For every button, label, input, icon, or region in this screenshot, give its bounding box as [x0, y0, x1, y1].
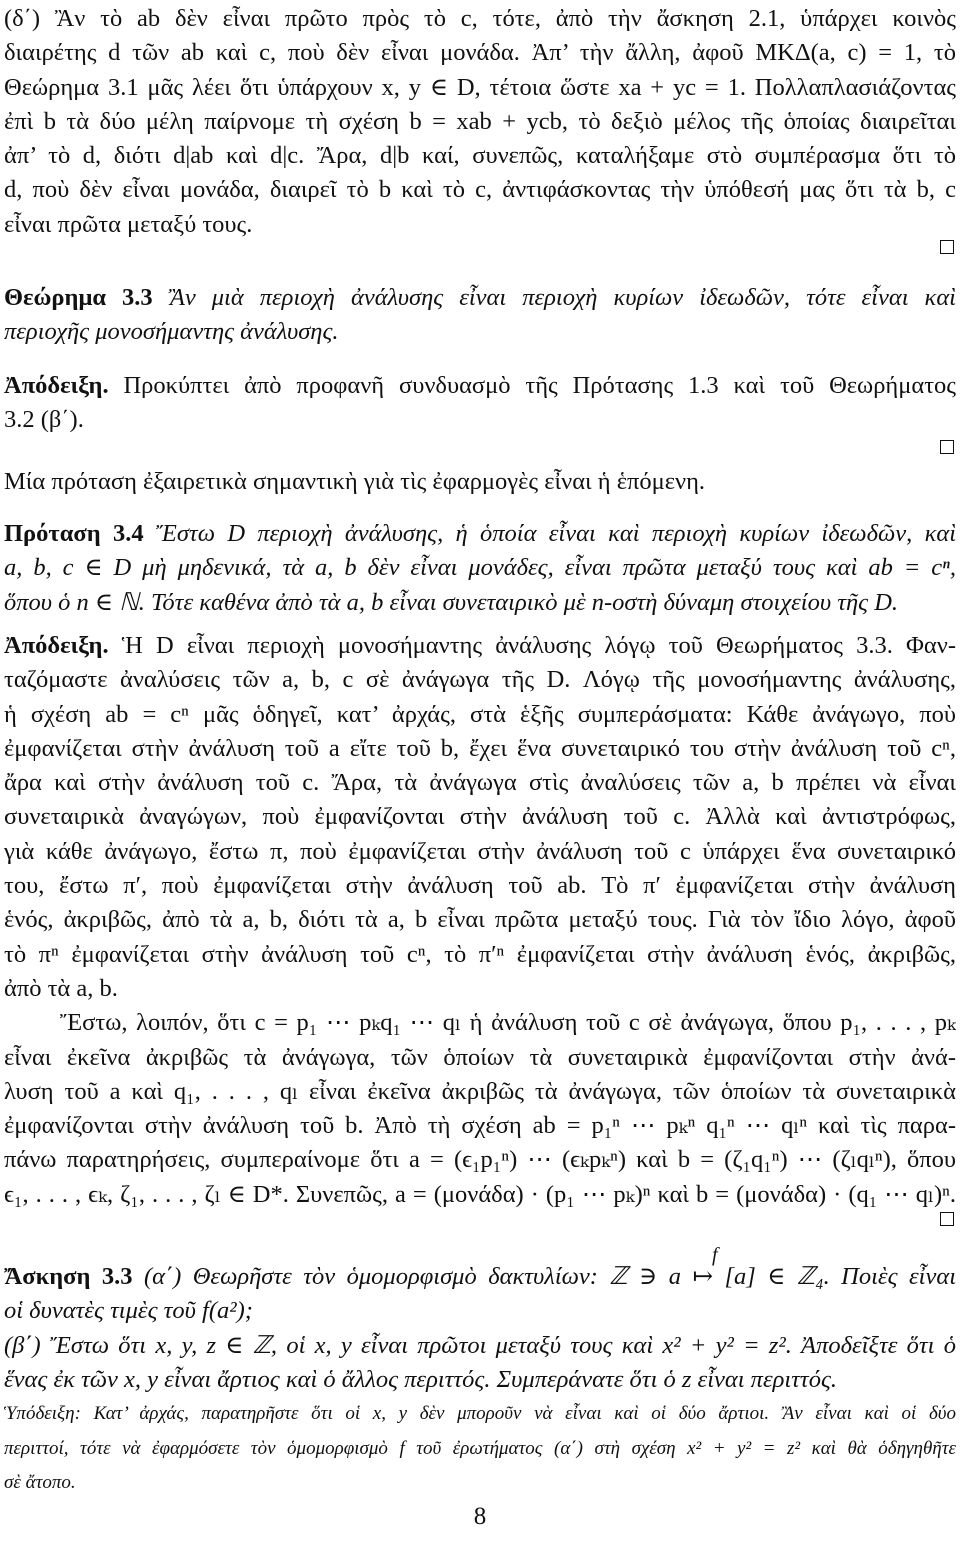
proof-text: ἡ σχέση ab = cⁿ μᾶς ὁδηγεῖ, κατ’ ἀρχάς, στὰ ἑξῆς συμπεράσματα: Κάθε ἀνάγωγο, ποὺ [4, 700, 956, 728]
paragraph-delta [4, 2, 956, 242]
proof-text: πάνω παρατηρήσεις, συμπεραίνομε ὅτι a = (ϵ₁p₁ⁿ) ⋯ (ϵₖpₖⁿ) καὶ b = (ζ₁q₁ⁿ) ⋯ (ζₗqₗⁿ), ὅπου [4, 1146, 956, 1174]
exercise-text: (α΄) Θεωρῆστε τὸν ὁμομορφισμὸ δακτυλίων: ℤ ∋ a ↦ [a] ∈ ℤ₄. Ποιὲς εἶναι [143, 1263, 956, 1290]
proposition-text: Ἔστω D περιοχὴ ἀνάλυσης, ἡ ὁποία εἶναι καὶ περιοχὴ κυρίων ἰδεωδῶν, καὶ [155, 520, 956, 547]
proof-3-4 [4, 629, 956, 1212]
proof-text: ϵ₁, . . . , ϵₖ, ζ₁, . . . , ζₗ ∈ D*. Συνεπῶς, a = (μονάδα) · (p₁ ⋯ pₖ)ⁿ καὶ b = (μονάδα) · (q₁ ⋯ qₗ)ⁿ. [4, 1180, 956, 1208]
intro-sentence [4, 465, 956, 499]
map-label: f [712, 1244, 718, 1266]
proof-text: τὸ πⁿ ἐμφανίζεται στὴν ἀνάλυση τοῦ cⁿ, τὸ π′ⁿ ἐμφανίζεται στὴν ἀνάλυση ἑνός, ἀκριβῶς, [4, 940, 956, 968]
theorem-label: Θεώρημα 3.3 [4, 284, 153, 311]
qed-square-icon [940, 1212, 954, 1226]
hint-text: Ὑπόδειξη: Κατ’ ἀρχάς, παρατηρῆστε ὅτι οἱ x, y δὲν μποροῦν νὰ εἶναι καὶ οἱ δύο ἄρτιοι. Ἂν εἶναι καὶ οἱ δύο [4, 1403, 956, 1424]
proof-text: ἐμφανίζονται στὴν ἀνάλυση τοῦ b. Ἀπὸ τὴ σχέση ab = p₁ⁿ ⋯ pₖⁿ q₁ⁿ ⋯ qₗⁿ καὶ τὶς παρα- [4, 1112, 956, 1140]
exercise-text: οἱ δυνατὲς τιμὲς τοῦ f(a²); [4, 1297, 253, 1325]
text-line: ἐπὶ b τὰ δύο μέλη παίρνομε τὴ σχέση b = xab + ycb, τὸ δεξιὸ μέλος τῆς ὁποίας διαιρεῖται [4, 107, 956, 135]
proposition-label: Πρόταση 3.4 [4, 520, 144, 547]
theorem-text: Ἂν μιὰ περιοχὴ ἀνάλυσης εἶναι περιοχὴ κυρίων ἰδεωδῶν, τότε εἶναι καὶ [168, 284, 956, 311]
text-line: ἀπ’ τὸ d, διότι d|ab καὶ d|c. Ἄρα, d|b καί, συνεπῶς, καταλήξαμε στὸ συμπέρασμα ὅτι τὸ [4, 142, 956, 170]
text-line: d, ποὺ δὲν εἶναι μονάδα, διαιρεῖ τὸ b καὶ τὸ c, ἀντιφάσκοντας τὴν ὑπόθεσή μας ὅτι τὰ b, c [4, 176, 956, 204]
proof-text: συνεταιρικὰ ἀναγώγων, ποὺ ἐμφανίζονται στὴν ἀνάλυση τοῦ c. Ἀλλὰ καὶ ἀντιστρόφως, [4, 803, 956, 831]
proof-text: λυση τοῦ a καὶ q₁, . . . , qₗ εἶναι ἐκεῖνα ἀκριβῶς τὰ ἀνάγωγα, τῶν ὁποίων τὰ συνεταιρικὰ [4, 1077, 956, 1105]
proof-text: ἄρα καὶ στὴν ἀνάλυση τοῦ c. Ἄρα, τὰ ἀνάγωγα στὶς ἀναλύσεις τῶν a, b πρέπει νὰ εἶναι [4, 769, 956, 797]
text-line: Θεώρημα 3.1 μᾶς λέει ὅτι ὑπάρχουν x, y ∈ D, τέτοια ὥστε xa + yc = 1. Πολλαπλασιάζοντας [4, 73, 956, 101]
proof-text: 3.2 (β΄). [4, 406, 84, 434]
qed-square-icon [940, 440, 954, 454]
proof-label: Ἀπόδειξη. [4, 632, 109, 659]
theorem-text: περιοχῆς μονοσήμαντης ἀνάλυσης. [4, 318, 339, 346]
exercise-text: ἕνας ἐκ τῶν x, y εἶναι ἄρτιος καὶ ὁ ἄλλος περιττός. Συμπεράνατε ὅτι ὁ z εἶναι περιττός. [4, 1365, 838, 1393]
proof-3-3 [4, 369, 956, 438]
exercise-text: (β΄) Ἔστω ὅτι x, y, z ∈ ℤ, οἱ x, y εἶναι πρῶτοι μεταξύ τους καὶ x² + y² = z². Ἀποδεῖξτε ὅτι ὁ [4, 1331, 956, 1359]
proof-text: Ἔστω, λοιπόν, ὅτι c = p₁ ⋯ pₖq₁ ⋯ qₗ ἡ ἀνάλυση τοῦ c σὲ ἀνάγωγα, ὅπου p₁, . . . , pₖ [60, 1009, 956, 1037]
proposition-text: ὅπου ὁ n ∈ ℕ. Τότε καθένα ἀπὸ τὰ a, b εἶναι συνεταιρικὸ μὲ n-οστὴ δύναμη στοιχείου τῆς D. [4, 588, 899, 616]
page-number: 8 [473, 1503, 487, 1530]
proposition-3-4 [4, 517, 956, 620]
proof-text: ἀπὸ τὰ a, b. [4, 974, 118, 1002]
qed-square-icon [940, 240, 954, 254]
exercise-3-3 [4, 1260, 956, 1397]
hint [4, 1397, 956, 1501]
proof-text: ἐμφανίζεται στὴν ἀνάλυση τοῦ a εἴτε τοῦ b, ἔχει ἕνα συνεταιρικό του στὴν ἀνάλυση τοῦ cⁿ, [4, 734, 956, 762]
hint-text: σὲ ἄτοπο. [4, 1472, 76, 1493]
proof-text: Προκύπτει ἀπὸ προφανῆ συνδυασμὸ τῆς Πρότασης 1.3 καὶ τοῦ Θεωρήματος [123, 372, 956, 399]
proof-text: Ἡ D εἶναι περιοχὴ μονοσήμαντης ἀνάλυσης λόγῳ τοῦ Θεωρήματος 3.3. Φαν- [121, 632, 956, 659]
proof-text: εἶναι ἐκεῖνα ἀκριβῶς τὰ ἀνάγωγα, τῶν ὁποίων τὰ συνεταιρικὰ ἐμφανίζονται στὴν ἀνά- [4, 1043, 956, 1071]
proof-text: ἑνός, ἀκριβῶς, ἀπὸ τὰ a, b, διότι τὰ a, b εἶναι πρῶτα μεταξύ τους. Γιὰ τὸν ἴδιο λόγο, ἀφοῦ [4, 906, 956, 934]
text-line: Μία πρόταση ἐξαιρετικὰ σημαντικὴ γιὰ τὶς ἐφαρμογὲς εἶναι ἡ ἑπόμενη. [4, 468, 706, 495]
text-line: διαιρέτης d τῶν ab καὶ c, ποὺ δὲν εἶναι μονάδα. Ἀπ’ τὴν ἄλλη, ἀφοῦ ΜΚΔ(a, c) = 1, τὸ [4, 39, 956, 67]
proof-label: Ἀπόδειξη. [4, 372, 109, 399]
proof-text: γιὰ κάθε ἀνάγωγο, ἔστω π, ποὺ ἐμφανίζεται στὴν ἀνάλυση τοῦ c ὑπάρχει ἕνα συνεταιρικό [4, 837, 956, 865]
proposition-text: a, b, c ∈ D μὴ μηδενικά, τὰ a, b δὲν εἶναι μονάδες, εἶναι πρῶτα μεταξύ τους καὶ ab = cⁿ, [4, 554, 956, 582]
text-line: (δ΄) Ἂν τὸ ab δὲν εἶναι πρῶτο πρὸς τὸ c, τότε, ἀπὸ τὴν ἄσκηση 2.1, ὑπάρχει κοινὸς [4, 5, 956, 32]
proof-text: του, ἔστω π′, ποὺ ἐμφανίζεται στὴν ἀνάλυση τοῦ ab. Τὸ π′ ἐμφανίζεται στὴν ἀνάλυση [4, 872, 956, 900]
theorem-3-3 [4, 281, 956, 350]
exercise-label: Ἄσκηση 3.3 [4, 1263, 133, 1290]
proof-text: ταζόμαστε ἀναλύσεις τῶν a, b, c σὲ ἀνάγωγα τῆς D. Λόγῳ τῆς μονοσήμαντης ἀνάλυσης, [4, 666, 956, 694]
text-line: εἶναι πρῶτα μεταξύ τους. [4, 210, 253, 238]
hint-text: περιττοί, τότε νὰ ἐφαρμόσετε τὸν ὁμομορφισμὸ f τοῦ ἐρωτήματος (α΄) στὴ σχέση x² + y² = z² καὶ θὰ ὁδηγηθῆτε [4, 1437, 956, 1459]
